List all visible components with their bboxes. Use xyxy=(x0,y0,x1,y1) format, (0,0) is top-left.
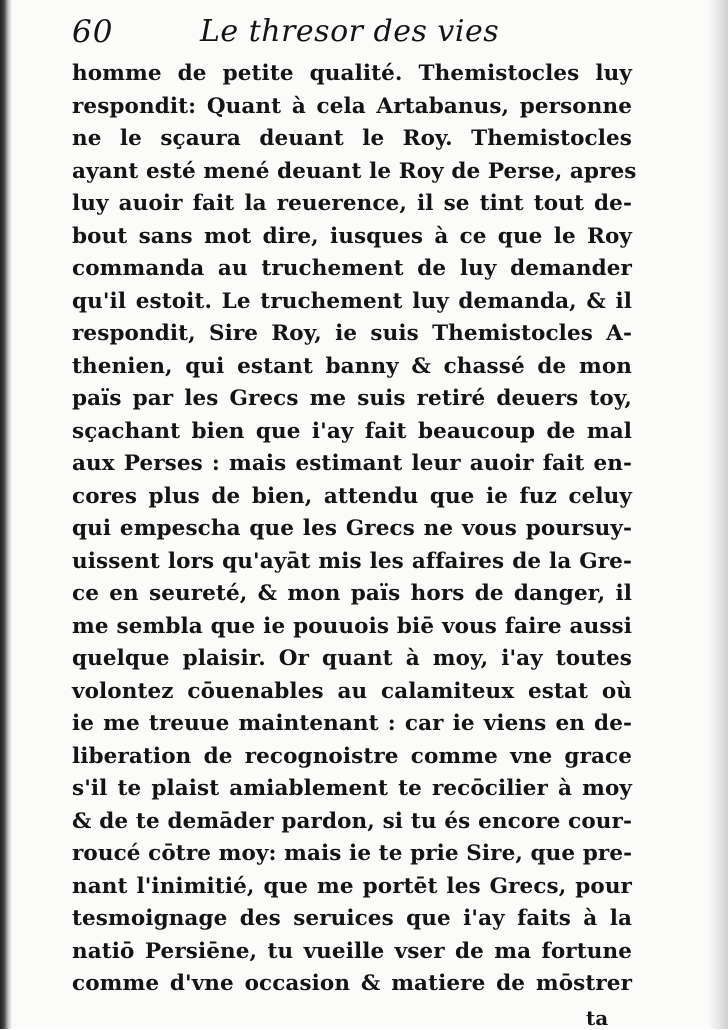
catchword: ta xyxy=(586,1006,609,1030)
text-line: volontez cōuenables au calamiteux estat où xyxy=(72,678,632,704)
text-line: cores plus de bien, attendu que ie fuz celuy xyxy=(72,483,632,509)
running-title: Le thresor des vies xyxy=(200,14,500,49)
text-line: païs par les Grecs me suis retiré deuers toy, xyxy=(72,386,632,411)
text-line: quelque plaisir. Or quant à moy, i'ay toutes xyxy=(72,646,632,671)
text-line: respondit: Quant à cela Artabanus, personne xyxy=(72,93,632,119)
text-line: liberation de recognoistre comme vne grace xyxy=(72,743,632,769)
page-edge xyxy=(708,0,728,1029)
text-line: qui empescha que les Grecs ne vous poursuy- xyxy=(72,516,632,541)
text-line: ce en seureté, & mon païs hors de danger, il xyxy=(72,581,632,606)
text-line: ne le sçaura deuant le Roy. Themistocles xyxy=(72,126,632,151)
body-text xyxy=(72,58,637,1001)
text-line: tesmoignage des seruices que i'ay faits à la xyxy=(72,906,632,931)
text-line: me sembla que ie pouuois biē vous faire aussi xyxy=(72,613,632,639)
text-line: sçachant bien que i'ay fait beaucoup de mal xyxy=(72,418,632,444)
text-line: & de te demāder pardon, si tu és encore cour- xyxy=(72,808,632,834)
text-line: luy auoir fait la reuerence, il se tint tout de- xyxy=(72,191,632,216)
text-line: nant l'inimitié, que me portēt les Grecs, pour xyxy=(72,873,632,899)
text-line: respondit, Sire Roy, ie suis Themistocles A- xyxy=(72,321,632,346)
text-line: natiō Persiēne, tu vueille vser de ma fortune xyxy=(72,938,632,964)
text-line: uissent lors qu'ayāt mis les affaires de la Gre- xyxy=(72,548,632,574)
text-line: thenien, qui estant banny & chassé de mon xyxy=(72,353,632,379)
text-line: aux Perses : mais estimant leur auoir fait en- xyxy=(72,451,632,476)
text-line: homme de petite qualité. Themistocles luy xyxy=(72,61,632,86)
text-line: s'il te plaist amiablement te recōcilier à moy xyxy=(72,776,632,801)
text-line: ie me treuue maintenant : car ie viens en de- xyxy=(72,711,632,736)
text-line: bout sans mot dire, iusques à ce que le Roy xyxy=(72,223,632,249)
text-line: roucé cōtre moy: mais ie te prie Sire, que pre- xyxy=(72,841,633,866)
text-line: qu'il estoit. Le truchement luy demanda, & il xyxy=(72,288,632,314)
text-line: comme d'vne occasion & matiere de mōstrer xyxy=(72,971,632,996)
page-header xyxy=(72,14,672,54)
page-number: 60 xyxy=(72,14,114,50)
page-gutter-shadow xyxy=(0,0,12,1029)
text-line: ayant esté mené deuant le Roy de Perse, apres xyxy=(72,158,637,184)
text-line: commanda au truchement de luy demander xyxy=(72,256,632,281)
